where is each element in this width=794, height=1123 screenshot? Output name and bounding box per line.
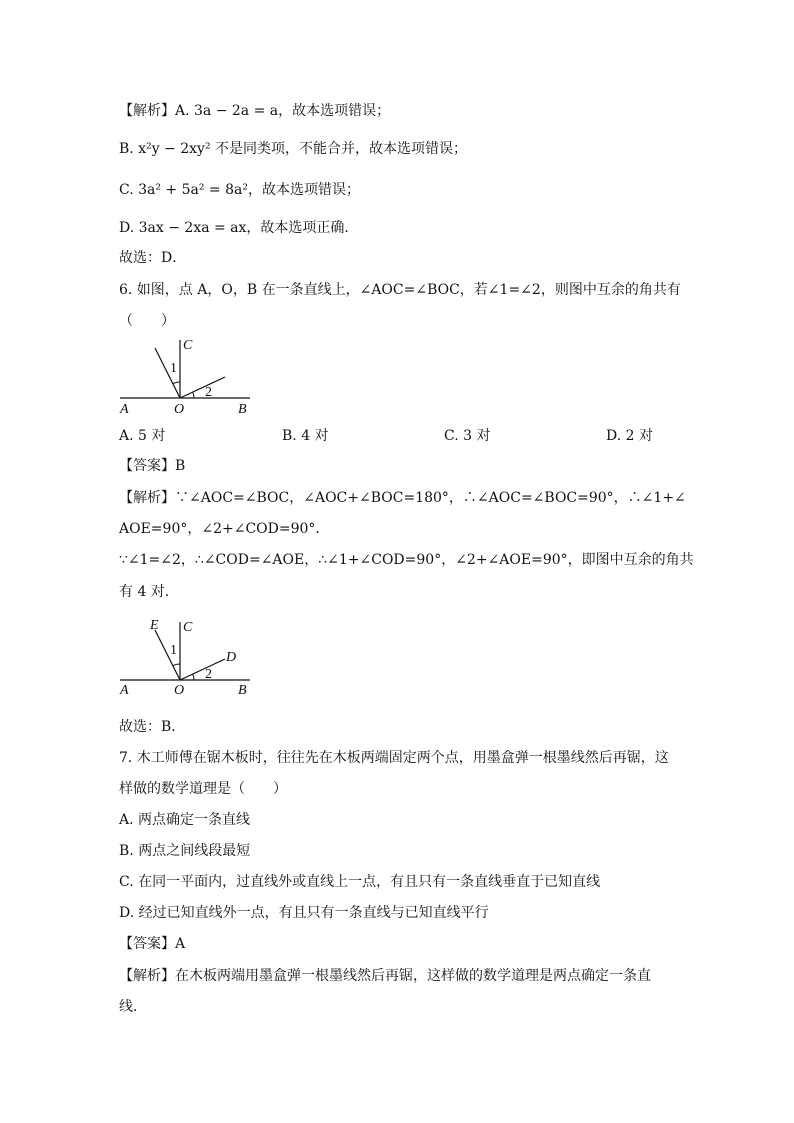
option-c: C. 3 对 bbox=[444, 428, 491, 444]
q6-stem-line2: （ ） bbox=[119, 313, 175, 329]
label-c: C bbox=[183, 338, 193, 353]
angle-1-arc bbox=[173, 382, 180, 384]
label-e: E bbox=[150, 618, 159, 633]
solution-text: A. 3a − 2a = a，故本选项错误； bbox=[175, 103, 391, 119]
label-o: O bbox=[174, 683, 185, 698]
angle-1-arc bbox=[173, 664, 180, 666]
q7-stem-line1: 7. 木工师傅在锯木板时，往往先在木板两端固定两个点，用墨盒弹一根墨线然后再锯，这 bbox=[119, 750, 669, 766]
q7-option-b: B. 两点之间线段最短 bbox=[119, 843, 251, 859]
label-a: A bbox=[120, 683, 129, 698]
q7-option-d: D. 经过已知直线外一点，有且只有一条直线与已知直线平行 bbox=[119, 905, 489, 921]
q7-option-a: A. 两点确定一条直线 bbox=[119, 812, 251, 828]
q5-solution-line-d: D. 3ax − 2xa = ax，故本选项正确． bbox=[119, 220, 359, 236]
q7-stem-line2: 样做的数学道理是（ ） bbox=[119, 781, 287, 797]
q6-answer: 【答案】B bbox=[119, 458, 186, 474]
q6-figure-2 bbox=[110, 612, 270, 700]
q7-solution-line1: 【解析】在木板两端用墨盒弹一根墨线然后再锯，这样做的数学道理是两点确定一条直 bbox=[119, 968, 651, 984]
q6-stem-line1: 6. 如图，点 A，O，B 在一条直线上，∠AOC=∠BOC，若∠1=∠2，则图中互余的角共有 bbox=[119, 282, 681, 298]
label-angle-1: 1 bbox=[170, 643, 177, 658]
option-a: A. 5 对 bbox=[119, 428, 166, 444]
label-c: C bbox=[183, 620, 193, 635]
label-b: B bbox=[238, 402, 247, 417]
label-a: A bbox=[120, 402, 129, 417]
q7-answer: 【答案】A bbox=[119, 936, 186, 952]
label-o: O bbox=[174, 402, 185, 417]
ray-od bbox=[180, 659, 225, 680]
q6-select-line: 故选：B． bbox=[119, 719, 186, 735]
q7-option-c: C. 在同一平面内，过直线外或直线上一点，有且只有一条直线垂直于已知直线 bbox=[119, 874, 601, 890]
angle-2-arc bbox=[193, 392, 194, 398]
label-b: B bbox=[238, 683, 247, 698]
solution-tag: 【解析】 bbox=[119, 103, 175, 119]
q6-solution-line1: 【解析】∵∠AOC=∠BOC，∠AOC+∠BOC=180°，∴∠AOC=∠BOC=90°，∴∠1+∠ bbox=[119, 490, 686, 506]
q6-solution-line2: AOE=90°，∠2+∠COD=90°． bbox=[119, 521, 330, 537]
q6-solution-line3: ∵∠1=∠2，∴∠COD=∠AOE，∴∠1+∠COD=90°，∠2+∠AOE=90°，即图中互余的角共 bbox=[119, 552, 694, 568]
ray-od bbox=[180, 377, 225, 398]
q7-solution-line2: 线． bbox=[119, 999, 147, 1015]
q6-solution-line4: 有 4 对． bbox=[119, 584, 179, 600]
label-angle-2: 2 bbox=[205, 667, 212, 682]
option-d: D. 2 对 bbox=[606, 428, 653, 444]
q5-solution-line-c: C. 3a² + 5a² = 8a²，故本选项错误； bbox=[119, 182, 360, 198]
label-angle-1: 1 bbox=[170, 361, 177, 376]
q6-figure-1 bbox=[110, 334, 270, 418]
label-d: D bbox=[226, 650, 237, 665]
q6-options bbox=[119, 426, 679, 446]
q5-solution-line-b: B. x²y − 2xy² 不是同类项，不能合并，故本选项错误； bbox=[119, 141, 468, 157]
label-angle-2: 2 bbox=[205, 385, 212, 400]
q5-select-line: 故选：D． bbox=[119, 250, 187, 266]
angle-2-arc bbox=[193, 674, 194, 680]
option-b: B. 4 对 bbox=[282, 428, 329, 444]
q5-solution-line-a bbox=[119, 101, 390, 121]
